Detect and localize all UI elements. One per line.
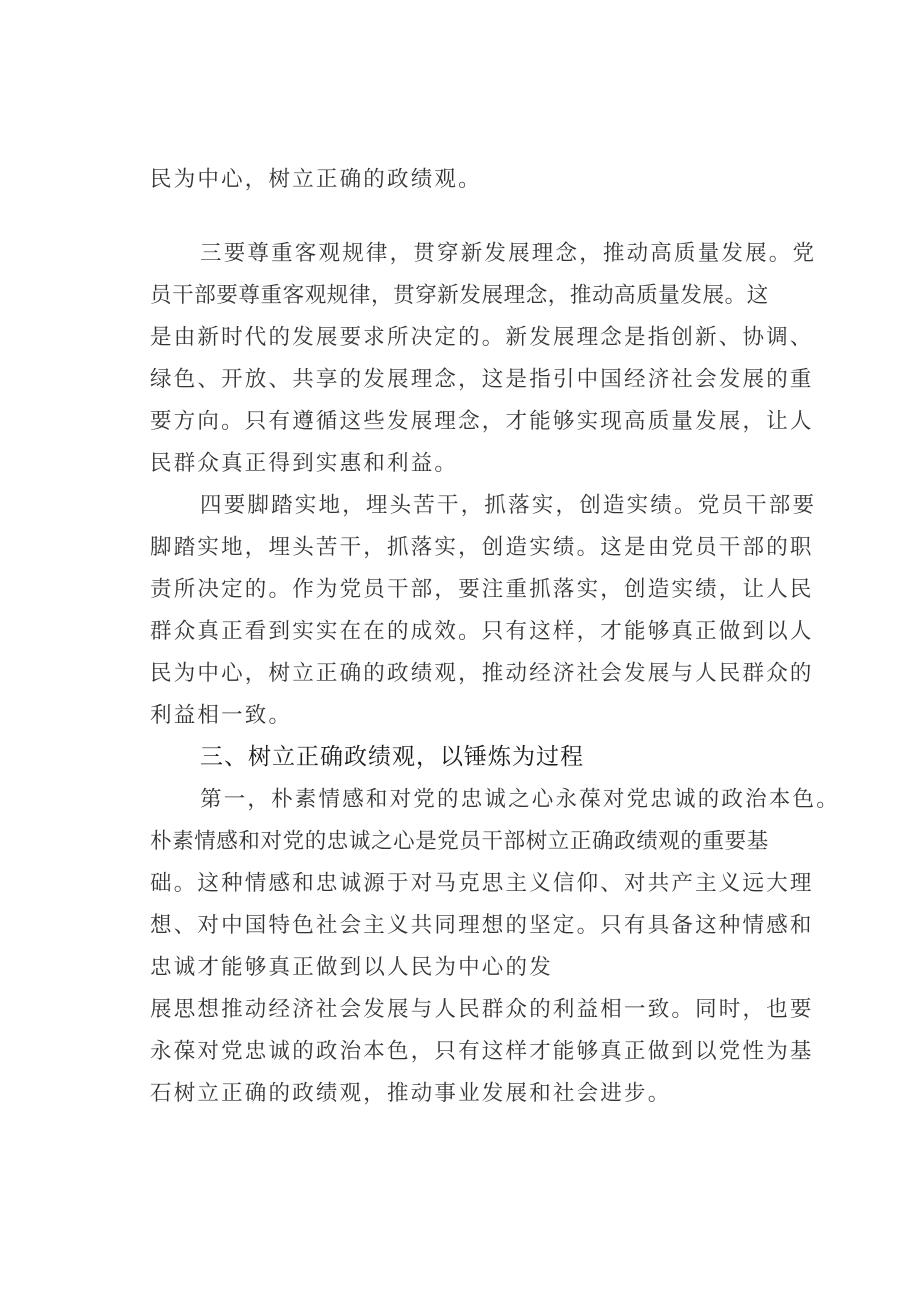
text-line: 群众真正看到实实在在的成效。只有这样，才能够真正做到以人: [150, 619, 814, 644]
text-line: 民为中心，树立正确的政绩观。: [150, 167, 482, 192]
text-line: 民为中心，树立正确的政绩观，推动经济社会发展与人民群众的: [150, 661, 814, 686]
text-line: 想、对中国特色社会主义共同理想的坚定。只有具备这种情感和: [150, 913, 814, 938]
text-line: 永葆对党忠诚的政治本色，只有这样才能够真正做到以党性为基: [150, 1039, 814, 1064]
text-line: 是由新时代的发展要求所决定的。新发展理念是指创新、协调、: [150, 325, 814, 350]
text-line: 第一，朴素情感和对党的忠诚之心永葆对党忠诚的政治本色。: [200, 787, 840, 812]
text-line: 朴素情感和对党的忠诚之心是党员干部树立正确政绩观的重要基: [150, 829, 769, 854]
text-line: 展思想推动经济社会发展与人民群众的利益相一致。同时，也要: [150, 997, 814, 1022]
text-line: 四要脚踏实地，埋头苦干，抓落实，创造实绩。党员干部要: [200, 493, 817, 518]
section-heading: 三、树立正确政绩观，以锤炼为过程: [200, 744, 584, 770]
text-line: 员干部要尊重客观规律，贯穿新发展理念，推动高质量发展。这: [150, 283, 769, 308]
text-line: 利益相一致。: [150, 703, 293, 728]
text-line: 三要尊重客观规律，贯穿新发展理念，推动高质量发展。党: [200, 241, 817, 266]
text-line: 础。这种情感和忠诚源于对马克思主义信仰、对共产主义远大理: [150, 871, 814, 896]
text-line: 脚踏实地，埋头苦干，抓落实，创造实绩。这是由党员干部的职: [150, 535, 814, 560]
text-line: 石树立正确的政绩观，推动事业发展和社会进步。: [150, 1081, 672, 1106]
text-line: 绿色、开放、共享的发展理念，这是指引中国经济社会发展的重: [150, 367, 814, 392]
text-line: 责所决定的。作为党员干部，要注重抓落实，创造实绩，让人民: [150, 577, 814, 602]
text-line: 民群众真正得到实惠和利益。: [150, 451, 459, 476]
text-line: 要方向。只有遵循这些发展理念，才能够实现高质量发展，让人: [150, 409, 814, 434]
text-line: 忠诚才能够真正做到以人民为中心的发: [150, 955, 553, 980]
